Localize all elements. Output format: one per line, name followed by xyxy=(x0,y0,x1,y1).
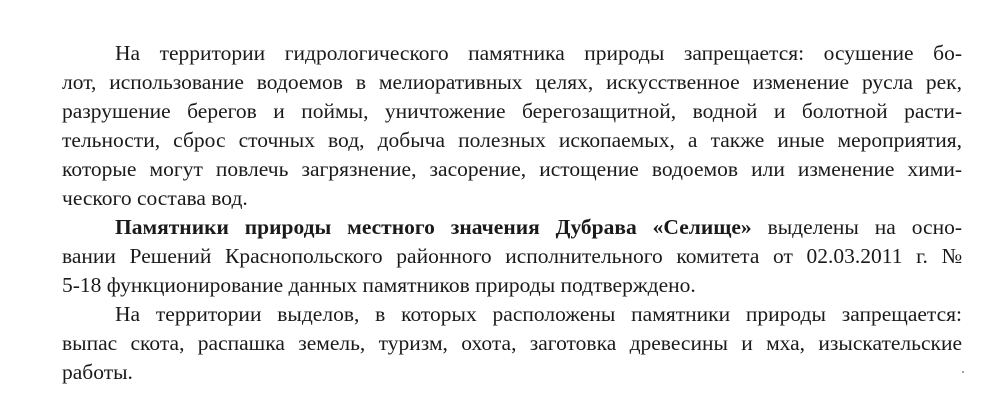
paragraph-line: На территории выделов, в которых расположены памятники природы запрещается: xyxy=(115,302,962,326)
paragraph-line: выпас скота, распашка земель, туризм, охота, заготовка древесины и мха, изыскательские xyxy=(62,331,962,355)
paragraph-line: ческого состава вод. xyxy=(62,186,248,210)
bold-heading-text: Памятники природы местного значения Дубрава «Селище» xyxy=(115,215,752,239)
paragraph-line: На территории гидрологического памятника природы запрещается: осушение бо- xyxy=(115,41,962,65)
document-text xyxy=(62,39,962,387)
paragraph-line: которые могут повлечь загрязнение, засорение, истощение водоемов или изменение хими- xyxy=(62,157,962,181)
paragraph-line: лот, использование водоемов в мелиоративных целях, искусственное изменение русла рек, xyxy=(62,70,962,94)
paragraph-line-rest: выделены на осно- xyxy=(751,215,963,239)
paragraph-local-monuments xyxy=(62,213,962,300)
paragraph-line: вании Решений Краснопольского районного исполнительного комитета от 02.03.2011 г. № xyxy=(62,244,962,268)
paragraph-line xyxy=(62,213,962,242)
paragraph-line: тельности, сброс сточных вод, добыча полезных ископаемых, а также иные мероприятия, xyxy=(62,128,962,152)
paragraph-prohibitions-hydrological xyxy=(62,39,962,213)
paragraph-prohibitions-allotments xyxy=(62,300,962,387)
paragraph-line: работы. xyxy=(62,360,133,384)
scan-speck xyxy=(962,371,964,373)
paragraph-line: разрушение берегов и поймы, уничтожение берегозащитной, водной и болотной расти- xyxy=(62,99,962,123)
paragraph-line: 5-18 функционирование данных памятников природы подтверждено. xyxy=(62,273,696,297)
